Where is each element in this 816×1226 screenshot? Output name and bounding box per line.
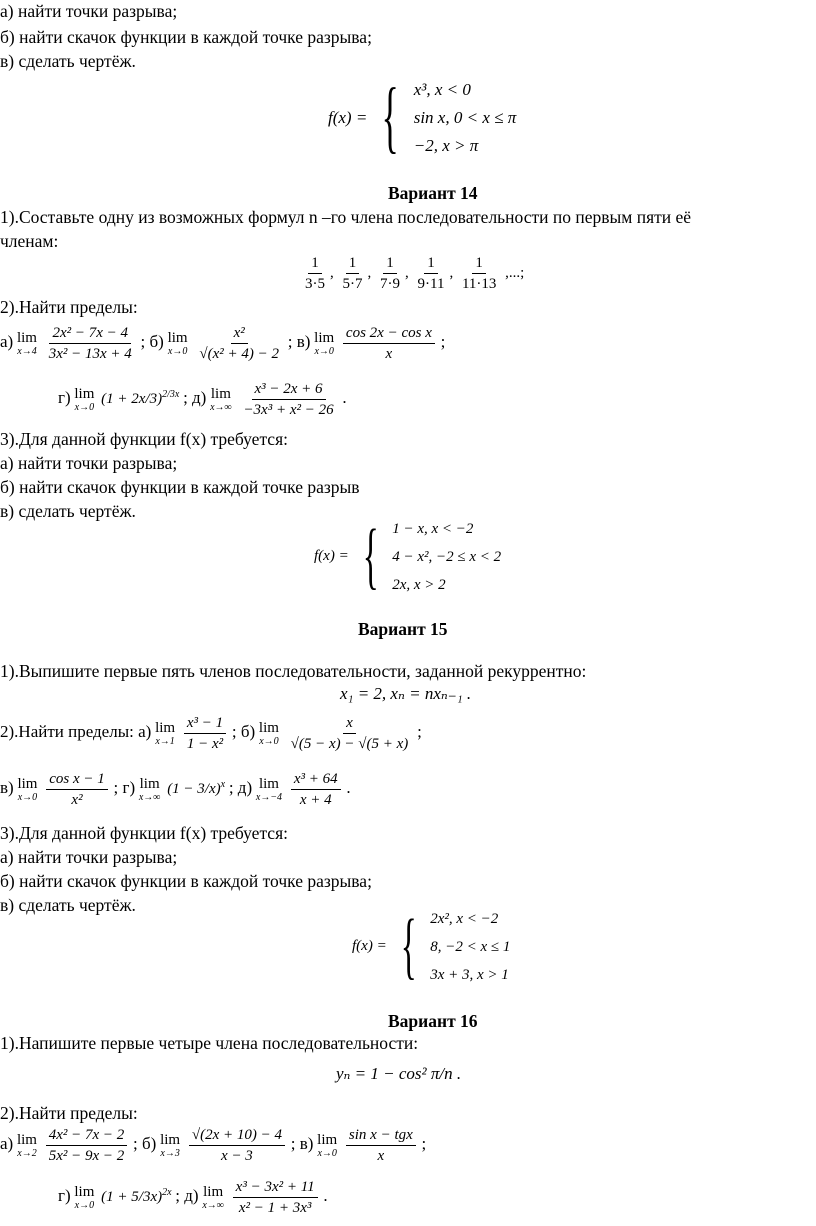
brace: { [362,515,379,597]
function-lhs: f(x) = [314,548,349,564]
case-3: 2x, x > 2 [392,576,446,593]
limits-row-2: г) lim x→0 $(1 + 2x/3)^{2/3x}$ ; д) lim x→∞ $\frac{\text{x³ − 2x + 6}}{\text{−3x³ + x² − 26}}$ . [58,381,347,418]
function-lhs: f(x) = [352,938,387,954]
case-1: 2x², x < −2 [430,910,499,927]
recurrence-formula: x₁ = 2, xₙ = nxₙ₋₁ . [340,684,472,703]
text-line: а) найти точки разрыва; [0,1,178,21]
case-1: x³, x < 0 [413,79,471,99]
text-line: членам: [0,231,59,251]
text-line: 1).Напишите первые четыре члена последовательности: [0,1033,419,1053]
variant-title: Вариант 16 [388,1011,478,1031]
text-line: в) сделать чертёж. [0,501,136,521]
variant-title: Вариант 14 [388,183,478,203]
text-line: 1).Выпишите первые пять членов последовательности, заданной рекуррентно: [0,661,587,681]
text-line: б) найти скачок функции в каждой точке разрыв [0,477,360,497]
text-line: в) сделать чертёж. [0,895,136,915]
variant-title: Вариант 15 [358,619,448,639]
sequence-formula: yₙ = 1 − cos² π/n . [336,1064,462,1083]
limits-row-2: в) lim x→0 $\frac{\text{cos x − 1}}{\text{x²}}$ ; г) lim x→∞ $(1 - 3/x)^x$ ; д) lim x→−4 $\frac{\text{x³ + 64}}{x + 4}$ . [0,771,351,808]
text-line: б) найти скачок функции в каждой точке разрыва; [0,871,372,891]
function-lhs: f(x) = [328,107,368,127]
text-line: 1).Составьте одну из возможных формул n –го члена последовательности по первым пяти её [0,207,692,227]
sequence-fractions: $\frac{1}{3\cdot 5}$ , $\frac{1}{5\cdot 7}$ , $\frac{1}{7\cdot 9}$ , $\frac{1}{9\cdot 11}$ , $\frac{1}{11\cdot 13}$ ,...; [305,255,525,292]
limits-row-1: а) lim x→2 $\frac{\text{4x² − 7x − 2}}{\text{5x² − 9x − 2}}$ ; б) lim x→3 $\frac{√(2x + 10) - 4}{x - 3}$ ; в) lim x→0 $\frac{\text{sin x − tgx}}{x}$ ; [0,1127,427,1164]
text-line: 2).Найти пределы: [0,297,138,317]
text-line: б) найти скачок функции в каждой точке разрыва; [0,27,372,47]
brace: { [381,73,400,161]
piecewise-function [352,904,510,989]
piecewise-function [314,514,501,599]
text-line: 2).Найти пределы: [0,1103,138,1123]
case-1: 1 − x, x < −2 [392,520,474,537]
limits-row-1: а) lim x→4 $\frac{\text{2x² − 7x − 4}}{\text{3x² − 13x + 4}}$ ; б) lim x→0 $\frac{\text{x²}}{\text{√(x² + 4) − 2}}$ ; в) lim x→0 $\frac{\text{cos 2x − cos x}}{x}$ ; [0,325,446,362]
text-line: а) найти точки разрыва; [0,847,178,867]
text-line: в) сделать чертёж. [0,51,136,71]
limits-row-1: 2).Найти пределы: а) lim x→1 $\frac{\text{x³ − 1}}{\text{1 − x²}}$ ; б) lim x→0 $\frac{x}{√(5 - x) - √(5 + x)}$ ; [0,715,422,752]
case-2: 8, −2 < x ≤ 1 [430,938,511,955]
case-3: −2, x > π [413,135,479,155]
text-line: 3).Для данной функции f(x) требуется: [0,429,288,449]
text-line: а) найти точки разрыва; [0,453,178,473]
piecewise-function [328,72,516,163]
limits-row-2: г) lim x→0 $(1 + 5/3x)^{2x}$ ; д) lim x→∞ $\frac{\text{x³ − 3x² + 11}}{\text{x² − 1 + 3x³}}$ . [58,1179,328,1216]
brace: { [400,905,417,987]
case-3: 3x + 3, x > 1 [430,966,509,983]
text-line: 3).Для данной функции f(x) требуется: [0,823,288,843]
case-2: 4 − x², −2 ≤ x < 2 [392,548,502,565]
case-2: sin x, 0 < x ≤ π [413,107,517,127]
